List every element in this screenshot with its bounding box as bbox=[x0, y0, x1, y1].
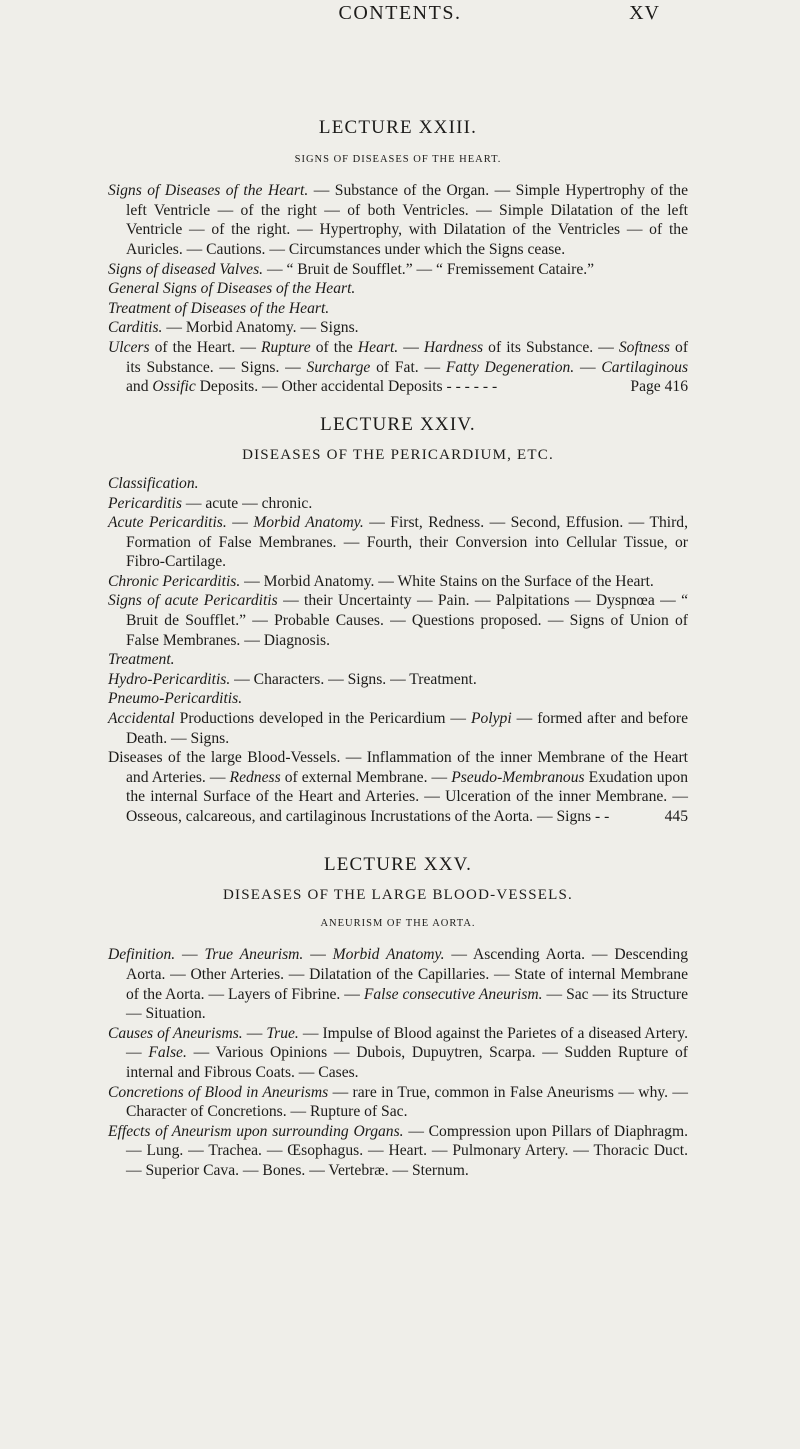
page-reference: Page 416 bbox=[630, 378, 688, 396]
contents-entry bbox=[108, 670, 688, 690]
lecture-subtitle: DISEASES OF THE PERICARDIUM, ETC. bbox=[242, 447, 554, 464]
lecture-subtitle: DISEASES OF THE LARGE BLOOD-VESSELS. bbox=[222, 887, 574, 904]
contents-entry bbox=[108, 748, 688, 826]
entry-text: — First, Redness. — Second, Effusion. — Third, Formation of False Membranes. — Fourth, their Conversion into Cellular Tissue, or Fibro-Cartilage. bbox=[126, 514, 688, 571]
contents-entry bbox=[108, 318, 688, 338]
entry-text: — bbox=[398, 338, 424, 356]
contents-entry bbox=[108, 260, 688, 280]
entry-text: — Morbid Anatomy. — Signs. bbox=[162, 319, 359, 337]
entry-heading: Classification. bbox=[108, 474, 199, 492]
contents-entry bbox=[108, 591, 688, 650]
contents-entry bbox=[108, 650, 688, 670]
contents-entry bbox=[108, 945, 688, 1023]
entry-heading: Ossific bbox=[152, 378, 196, 396]
entry-heading: Causes of Aneurisms. bbox=[108, 1024, 243, 1042]
running-head bbox=[0, 2, 800, 38]
entry-heading: False. bbox=[148, 1044, 187, 1062]
entry-heading: Treatment of Diseases of the Heart. bbox=[108, 299, 330, 317]
contents-entry bbox=[108, 1122, 688, 1181]
entry-text: — Ascending Aorta. — Descending Aorta. — Other Arteries. — Dilatation of the Capillaries. — State of internal Membrane of the Aorta. — Layers of Fibrine. — bbox=[126, 946, 689, 1003]
entry-heading: Signs of diseased Valves. bbox=[108, 260, 264, 278]
entry-heading: Signs of acute Pericarditis bbox=[108, 592, 278, 610]
entry-heading: Softness bbox=[618, 338, 670, 356]
entry-text: — bbox=[242, 1024, 267, 1042]
contents-entry bbox=[108, 709, 688, 748]
entry-text: of the Heart. — bbox=[149, 338, 262, 356]
entry-text: of Fat. — bbox=[370, 358, 446, 376]
entry-heading: Definition. bbox=[108, 946, 176, 964]
entry-text: — Compression upon Pillars of Diaphragm. — Lung. — Trachea. — Œsophagus. — Heart. — Pulmonary Artery. — Thoracic Duct. — Superior Cava. — Bones. — Vertebræ. — Sternum. bbox=[126, 1122, 688, 1179]
lecture-entries bbox=[108, 181, 688, 397]
lecture-section bbox=[108, 415, 688, 827]
lecture-section bbox=[108, 855, 688, 1181]
entry-heading: Pneumo-Pericarditis. bbox=[108, 690, 243, 708]
entry-heading: Hardness bbox=[423, 338, 484, 356]
contents-entry bbox=[108, 299, 688, 319]
entry-heading: Redness bbox=[229, 768, 281, 786]
entry-heading: Ulcers bbox=[108, 338, 150, 356]
entry-heading: False consecutive Aneurism. bbox=[363, 985, 543, 1003]
entry-text: Exudation upon the internal Surface of the Heart and Arteries. — Ulceration of the inner Membrane. — Osseous, calcareous, and cartilaginous Incrustations of the Aorta. — Signs - - bbox=[126, 768, 688, 825]
lecture-title: LECTURE XXIV. bbox=[320, 413, 476, 435]
entry-text: — bbox=[574, 358, 602, 376]
page-number: XV bbox=[629, 2, 660, 24]
contents-entry bbox=[108, 513, 688, 572]
entry-heading: Morbid Anatomy. bbox=[332, 946, 445, 964]
entry-text: — formed after and before Death. — Signs. bbox=[126, 710, 689, 747]
contents-body bbox=[108, 118, 688, 1181]
entry-heading: True. bbox=[266, 1024, 299, 1042]
entry-heading: Rupture bbox=[261, 338, 311, 356]
contents-entry bbox=[108, 338, 688, 397]
lecture-title: LECTURE XXV. bbox=[323, 853, 473, 875]
entry-text: — Morbid Anatomy. — White Stains on the Surface of the Heart. bbox=[240, 572, 654, 590]
entry-text: — bbox=[175, 946, 205, 964]
lecture-section bbox=[108, 118, 688, 397]
lecture-entries bbox=[108, 945, 688, 1180]
entry-heading: True Aneurism. bbox=[204, 946, 304, 964]
contents-entry bbox=[108, 279, 688, 299]
entry-text: of its Substance. — bbox=[483, 338, 619, 356]
entry-text: — Characters. — Signs. — Treatment. bbox=[230, 670, 477, 688]
running-title: CONTENTS. bbox=[338, 2, 462, 24]
entry-text: — Various Opinions — Dubois, Dupuytren, Scarpa. — Sudden Rupture of internal and Fibrous Coats. — Cases. bbox=[126, 1044, 688, 1081]
contents-entry bbox=[108, 689, 688, 709]
entry-text: — bbox=[226, 514, 254, 532]
contents-entry bbox=[108, 1024, 688, 1083]
entry-heading: Fatty Degeneration. bbox=[445, 358, 575, 376]
entry-text: — Sac — its Structure — Situation. bbox=[126, 985, 688, 1023]
entry-heading: Heart. bbox=[357, 338, 399, 356]
page-reference: 445 bbox=[664, 808, 688, 825]
entry-heading: Acute Pericarditis. bbox=[108, 514, 227, 532]
entry-text: — Substance of the Organ. — Simple Hypertrophy of the left Ventricle — of the right — of both Ventricles. — Simple Dilatation of the left Ventricle — of the right. — Hypertrophy, with Dilatation of the Ventricles — of the Auricles. — Cautions. — Circumstances under which the Signs cease. bbox=[126, 182, 689, 258]
entry-text: — “ Bruit de Soufflet.” — “ Fremissement Cataire.” bbox=[263, 260, 595, 278]
entry-text: — their Uncertainty — Pain. — Palpitations — Dyspnœa — “ Bruit de Soufflet.” — Probable Causes. — Questions proposed. — Signs of Union of False Membranes. — Diagnosis. bbox=[126, 592, 688, 649]
entry-heading: Hydro-Pericarditis. bbox=[108, 670, 231, 688]
entry-text: Diseases of the large Blood-Vessels. — Inflammation of the inner Membrane of the Heart and Arteries. — bbox=[108, 749, 688, 786]
entry-text: — acute — chronic. bbox=[181, 494, 313, 512]
lecture-subtitle: SIGNS OF DISEASES OF THE HEART. bbox=[294, 153, 502, 165]
contents-entry bbox=[108, 572, 688, 592]
lecture-subheading: ANEURISM OF THE AORTA. bbox=[320, 917, 476, 929]
contents-entry bbox=[108, 494, 688, 514]
entry-heading: General Signs of Diseases of the Heart. bbox=[108, 280, 356, 298]
entry-heading: Morbid Anatomy. bbox=[253, 514, 364, 532]
contents-entry bbox=[108, 1083, 688, 1122]
entry-heading: Pseudo-Membranous bbox=[451, 768, 585, 786]
entry-heading: Pericarditis bbox=[108, 494, 182, 512]
entry-text: of external Membrane. — bbox=[280, 768, 452, 786]
lecture-entries bbox=[108, 474, 688, 827]
entry-heading: Surcharge bbox=[306, 358, 371, 376]
contents-entry bbox=[108, 181, 688, 259]
entry-heading: Signs of Diseases of the Heart. bbox=[108, 182, 309, 200]
entry-text: Productions developed in the Pericardium — bbox=[174, 710, 471, 728]
entry-text: and bbox=[126, 378, 153, 396]
lecture-title: LECTURE XXIII. bbox=[318, 117, 478, 138]
entry-heading: Accidental bbox=[108, 710, 175, 728]
contents-entry bbox=[108, 474, 688, 494]
entry-heading: Cartilaginous bbox=[601, 358, 689, 376]
entry-heading: Treatment. bbox=[108, 651, 175, 669]
entry-text: of the bbox=[310, 338, 358, 356]
entry-text: — rare in True, common in False Aneurisms — why. — Character of Concretions. — Rupture of Sac. bbox=[126, 1083, 689, 1121]
entry-heading: Effects of Aneurism upon surrounding Organs. bbox=[108, 1122, 404, 1140]
entry-text: — Impulse of Blood against the Parietes of a diseased Artery. — bbox=[126, 1024, 689, 1062]
entry-heading: Chronic Pericarditis. bbox=[108, 572, 241, 590]
entry-text: of its Substance. — Signs. — bbox=[126, 338, 689, 376]
entry-heading: Concretions of Blood in Aneurisms bbox=[108, 1083, 329, 1101]
entry-text: Deposits. — Other accidental Deposits - - - - - - bbox=[195, 378, 498, 396]
entry-heading: Polypi bbox=[470, 710, 512, 728]
entry-heading: Carditis. bbox=[108, 319, 163, 337]
entry-text: — bbox=[303, 946, 333, 964]
